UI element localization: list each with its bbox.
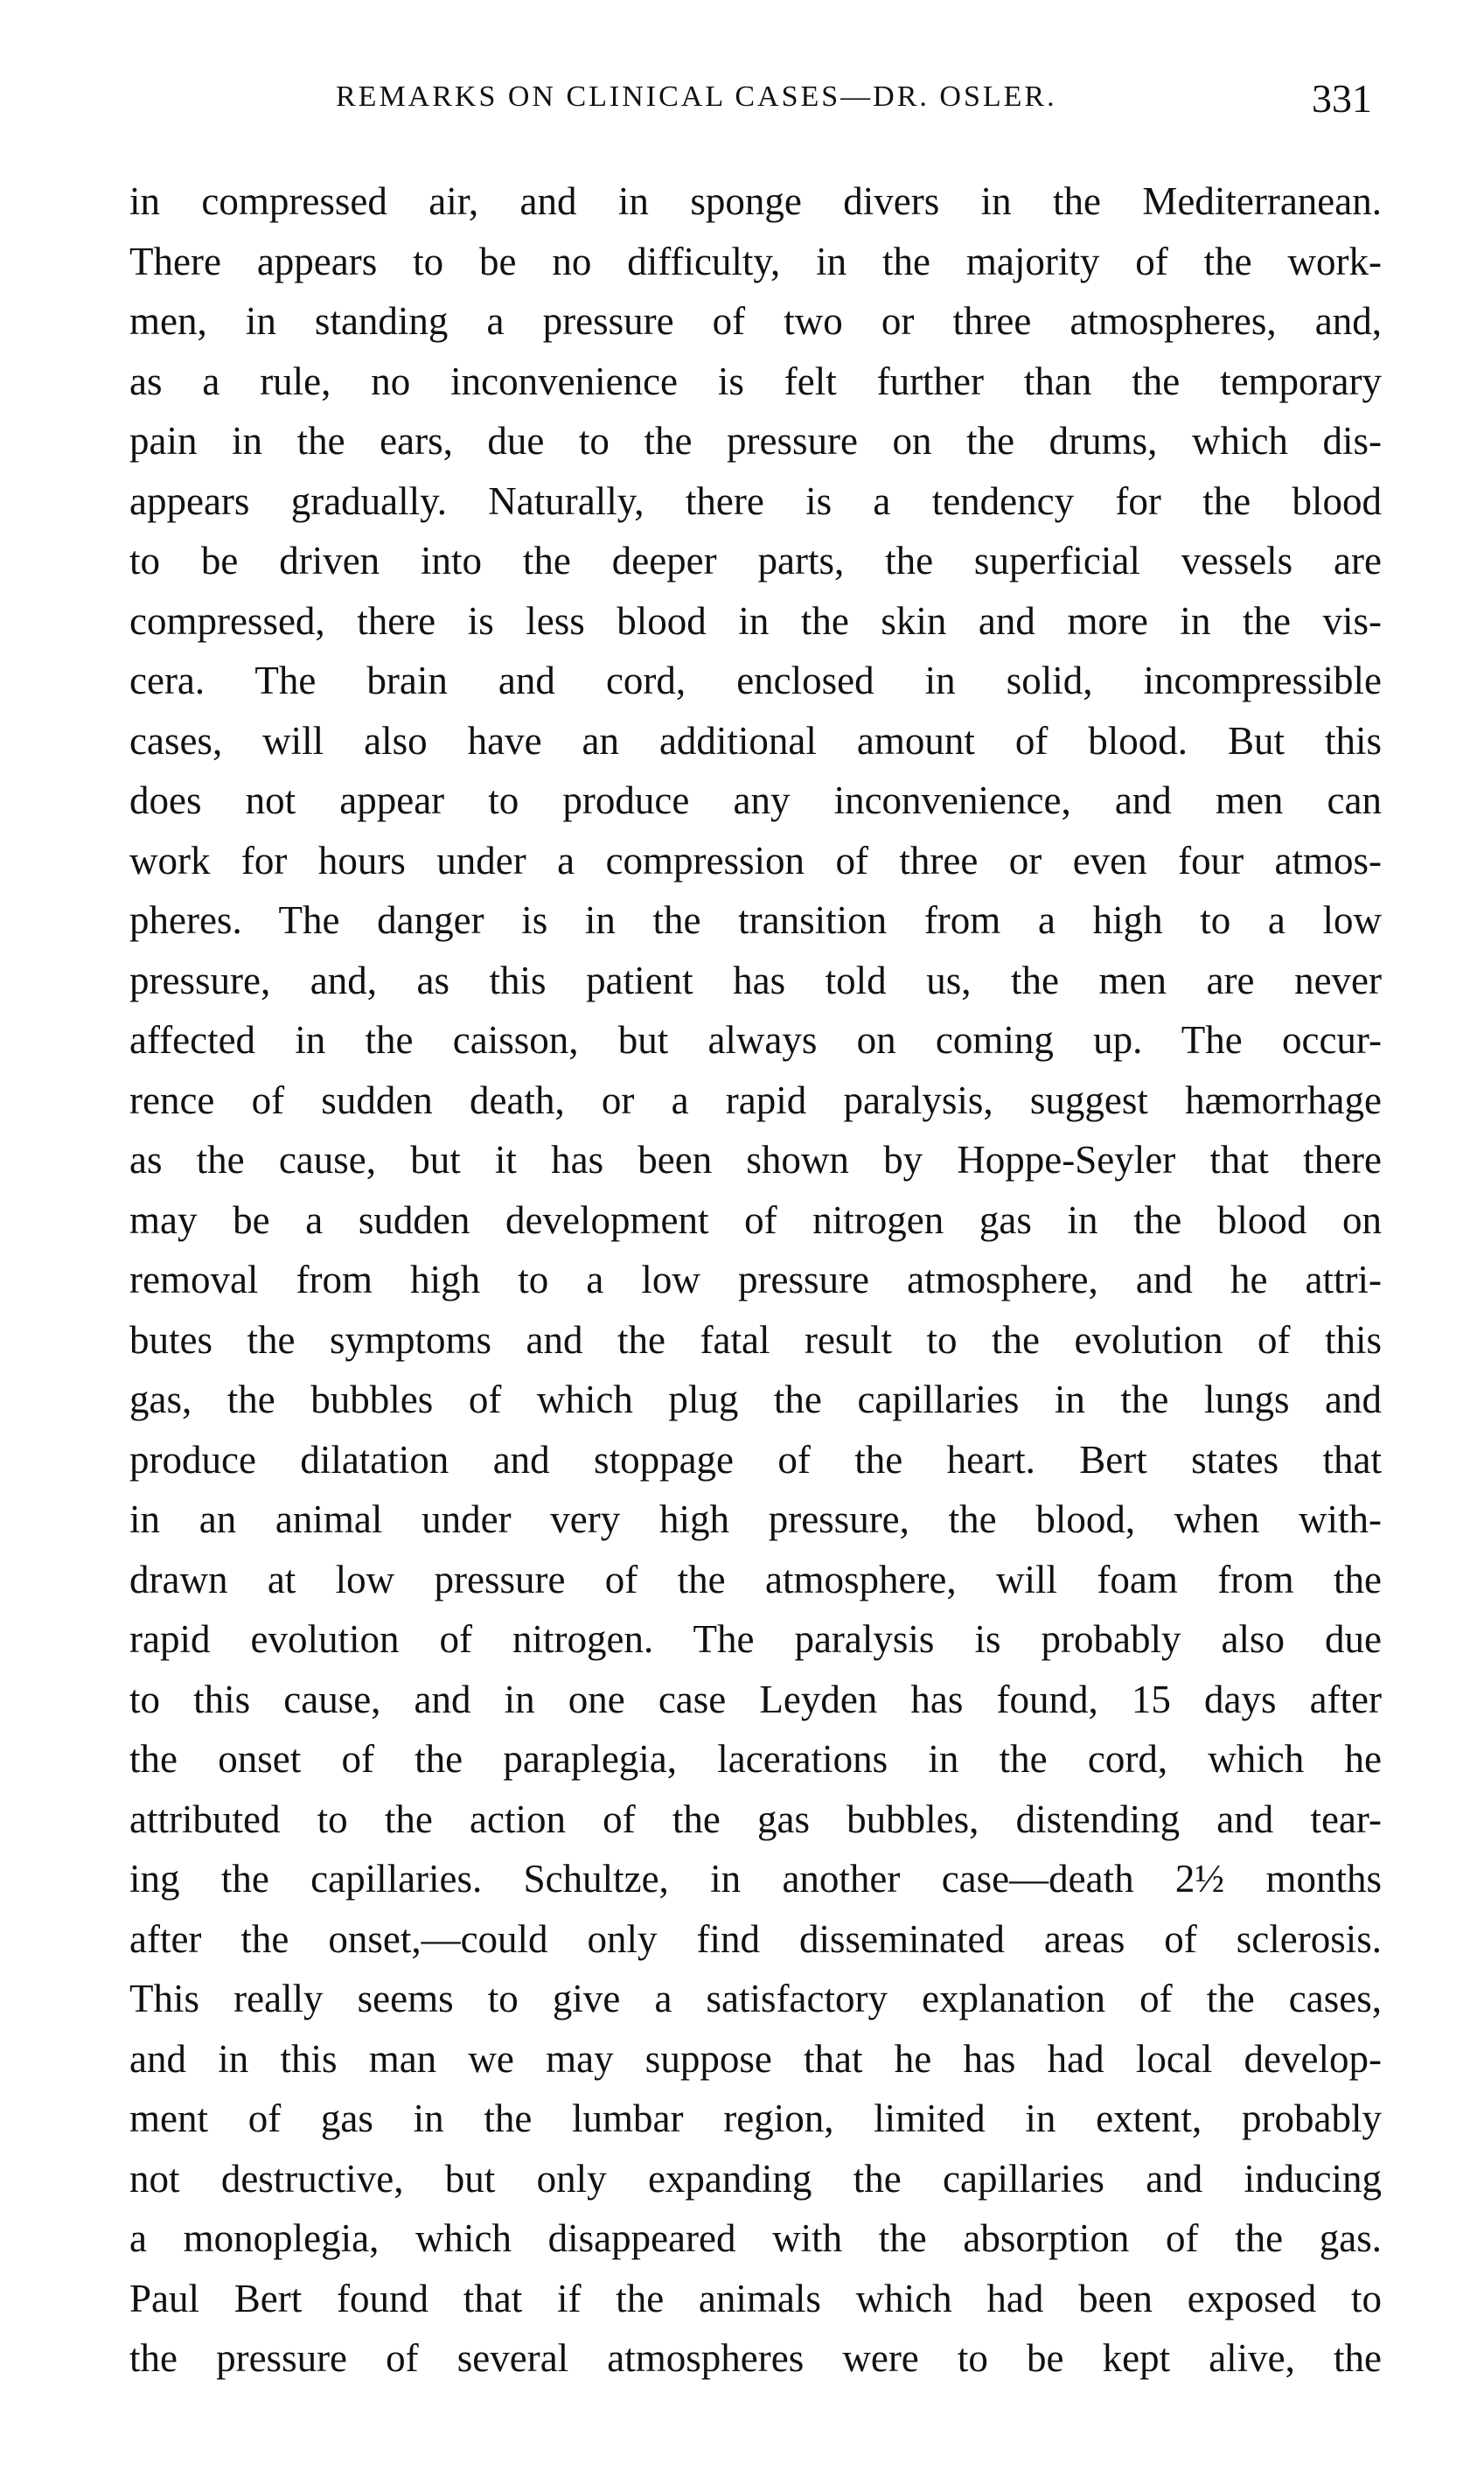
text-line: pain in the ears, due to the pressure on the drums, which dis-	[129, 419, 1382, 463]
text-line: There appears to be no difficulty, in the majority of the work-	[129, 239, 1382, 283]
text-line: to be driven into the deeper parts, the superficial vessels are	[129, 539, 1382, 583]
text-line: compressed, there is less blood in the skin and more in the vis-	[129, 598, 1382, 643]
text-line: This really seems to give a satisfactory explanation of the cases,	[129, 1977, 1382, 2020]
text-line: may be a sudden development of nitrogen gas in the blood on	[129, 1197, 1382, 1242]
text-line: pheres. The danger is in the transition from a high to a low	[129, 898, 1382, 942]
text-line: pressure, and, as this patient has told us, the men are never	[129, 958, 1382, 1002]
text-line: work for hours under a compression of three or even four atmos-	[129, 838, 1382, 883]
text-line: the onset of the paraplegia, lacerations in the cord, which he	[129, 1737, 1382, 1781]
text-line: ment of gas in the lumbar region, limited in extent, probably	[129, 2097, 1382, 2140]
text-line: rence of sudden death, or a rapid paralysis, suggest hæmorrhage	[129, 1078, 1382, 1122]
text-line: affected in the caisson, but always on coming up. The occur-	[129, 1018, 1382, 1062]
text-line: butes the symptoms and the fatal result to the evolution of this	[129, 1317, 1382, 1362]
running-title: REMARKS ON CLINICAL CASES—DR. OSLER.	[336, 80, 1057, 113]
text-line: attributed to the action of the gas bubbles, distending and tear-	[129, 1797, 1382, 1841]
text-line: as the cause, but it has been shown by Hoppe-Seyler that there	[129, 1138, 1382, 1182]
text-line: in an animal under very high pressure, the blood, when with-	[129, 1497, 1382, 1541]
text-line: Paul Bert found that if the animals which had been exposed to	[129, 2276, 1382, 2320]
text-line: produce dilatation and stoppage of the heart. Bert states that	[129, 1437, 1382, 1482]
text-line: removal from high to a low pressure atmosphere, and he attri-	[129, 1258, 1382, 1301]
running-header	[0, 76, 1484, 142]
text-line: cera. The brain and cord, enclosed in solid, incompressible	[129, 659, 1382, 702]
text-line: drawn at low pressure of the atmosphere, will foam from the	[129, 1557, 1382, 1601]
text-line: in compressed air, and in sponge divers in the Mediterranean.	[129, 179, 1382, 223]
text-line: a monoplegia, which disappeared with the absorption of the gas.	[129, 2216, 1382, 2260]
text-line: after the onset,—could only find disseminated areas of sclerosis.	[129, 1916, 1382, 1961]
text-line: the pressure of several atmospheres were to be kept alive, the	[129, 2336, 1382, 2380]
text-line: not destructive, but only expanding the capillaries and inducing	[129, 2156, 1382, 2201]
text-line: ing the capillaries. Schultze, in another case—death 2½ months	[129, 1857, 1382, 1901]
body-text	[129, 171, 1382, 2389]
text-line: appears gradually. Naturally, there is a tendency for the blood	[129, 478, 1382, 523]
text-line: and in this man we may suppose that he has had local develop-	[129, 2036, 1382, 2081]
text-line: as a rule, no inconvenience is felt further than the temporary	[129, 359, 1382, 403]
text-line: does not appear to produce any inconvenience, and men can	[129, 778, 1382, 822]
text-line: to this cause, and in one case Leyden has found, 15 days after	[129, 1677, 1382, 1721]
page-number: 331	[1312, 76, 1372, 121]
text-line: cases, will also have an additional amount of blood. But this	[129, 718, 1382, 763]
text-line: rapid evolution of nitrogen. The paralysis is probably also due	[129, 1617, 1382, 1661]
text-line: gas, the bubbles of which plug the capillaries in the lungs and	[129, 1378, 1382, 1421]
text-line: men, in standing a pressure of two or three atmospheres, and,	[129, 299, 1382, 343]
